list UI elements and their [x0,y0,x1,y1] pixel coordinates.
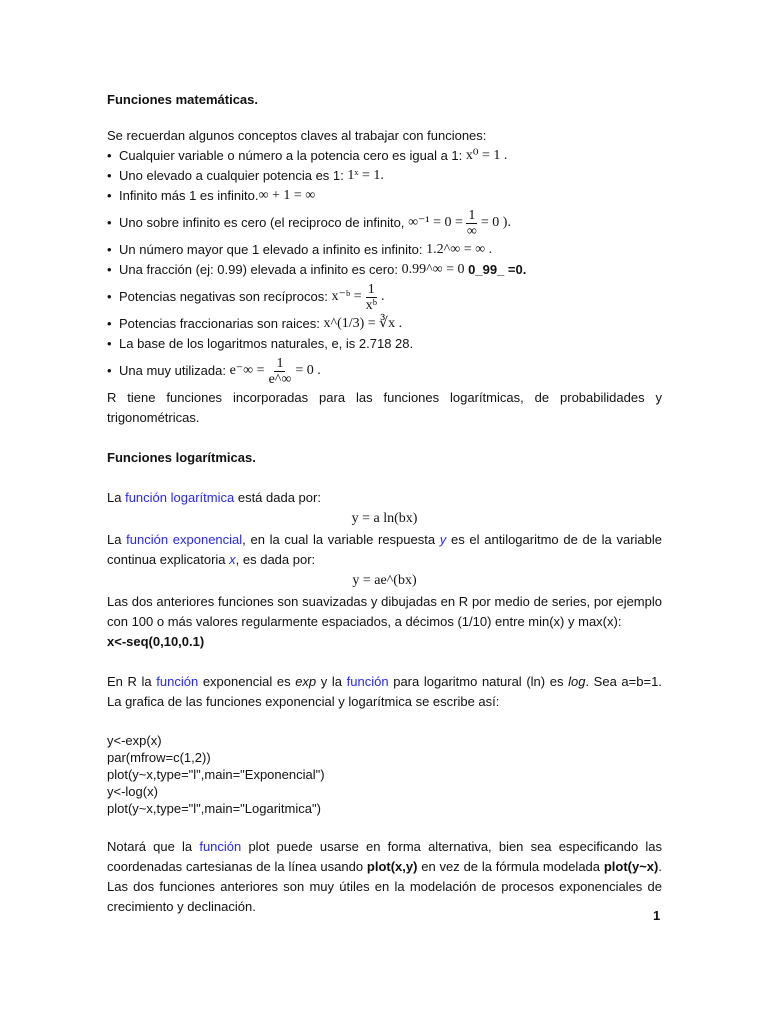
numerator: 1 [367,281,375,297]
text: En R la [107,674,152,689]
log-function-paragraph [107,488,662,508]
page-number: 1 [653,908,661,923]
numerator: 1 [468,207,476,223]
bullet-text: Una fracción (ej: 0.99) elevada a infinito es cero: [119,262,398,277]
bullet-icon: • [107,242,112,257]
text: , en la cual la variable respuesta [242,532,436,547]
bullet-text: Potencias fraccionarias son raices: [119,316,320,331]
intro-text: Se recuerdan algunos conceptos claves al trabajar con funciones: [107,128,487,143]
text: plot puede usarse en forma alternativa, bien sea especificando las coordenadas cartesianas de la línea usando [107,839,662,874]
text: , es dada por: [235,552,316,567]
seq-code: x<-seq(0,10,0.1) [107,634,205,649]
code-line: plot(y~x,type="l",main="Logaritmica") [107,801,321,816]
r-code-block [107,732,662,817]
link-funcion[interactable]: función [156,674,199,689]
code-line: plot(y~x,type="l",main="Exponencial") [107,767,325,782]
bullet-icon: • [107,148,112,163]
link-funcion[interactable]: función [199,839,242,854]
equation: x^(1/3) = ∛x . [323,316,403,331]
text: en vez de la fórmula modelada [421,859,601,874]
equation: e⁻∞ = [229,363,265,378]
bullet-natural-log-base [107,334,662,354]
equation: ∞ + 1 = ∞ [258,188,316,203]
bullet-text: Cualquier variable o número a la potencia cero es igual a 1: [119,148,463,163]
document-title: Funciones matemáticas. [107,92,258,107]
bullet-fraction-infinity [107,260,662,280]
code-log: log [568,674,586,689]
text: Notará que la [107,839,193,854]
denominator: xᵇ [365,297,377,313]
bullet-power-zero [107,146,662,166]
equation: = 0 . [295,363,321,378]
bullet-icon: • [107,262,112,277]
exp-function-paragraph [107,530,662,570]
final-paragraph [107,837,662,917]
bullet-infinity-plus-one [107,186,662,206]
fraction [364,282,379,313]
text: es el antilogaritmo de de la variable continua explicatoria [107,532,662,567]
bullet-icon: • [107,215,112,230]
equation: ∞⁻¹ = 0 = [408,215,463,230]
bullet-text: Un número mayor que 1 elevado a infinito es infinito: [119,242,423,257]
link-funcion-logaritmica[interactable]: función logarítmica [125,490,235,505]
numerator: 1 [276,355,284,371]
series-paragraph: Las dos anteriores funciones son suavizadas y dibujadas en R por medio de series, por ejemplo con 100 o más valores regularmente espaciados, a décimos (1/10) entre min(x) y max(x): [107,594,662,629]
text: y la [320,674,343,689]
code-plot-xy: plot(x,y) [366,859,418,874]
equation: 1.2^∞ = ∞ . [426,242,493,257]
fraction [267,356,294,387]
code-plot-formula: plot(y~x) [603,859,659,874]
bullet-icon: • [107,289,112,304]
link-funcion-exponencial[interactable]: función exponencial [126,532,243,547]
document-page [107,90,662,917]
text: está dada por: [237,490,321,505]
bullet-one-over-infinity [107,206,662,240]
denominator: e^∞ [268,371,292,387]
var-x: x [229,552,236,567]
text: para logaritmo natural (ln) es [393,674,564,689]
bullet-icon: • [107,363,112,378]
bullet-text: La base de los logaritmos naturales, e, is 2.718 28. [119,336,414,351]
bullet-icon: • [107,316,112,331]
bullet-greater-than-one [107,240,662,260]
bullet-negative-powers: • Potencias negativas son recíprocos: x⁻ᵇ = $\frac{1}{\text{xᵇ}}$ . [107,281,385,313]
bullet-icon: • [107,188,112,203]
text: La [107,532,122,547]
var-y: y [439,532,447,547]
code-line: y<-exp(x) [107,733,162,748]
text: exponencial es [202,674,291,689]
equation: x⁻ᵇ = [331,289,362,304]
r-functions-paragraph: R tiene funciones incorporadas para las funciones logarítmicas, de probabilidades y trigonométricas. [107,390,662,425]
bullet-text: Potencias negativas son recíprocos: [119,289,328,304]
log-equation: y = a ln(bx) [351,511,418,526]
equation: x⁰ = 1 . [465,148,508,163]
fraction [465,208,479,239]
equation: 0.99^∞ = 0 [401,262,465,277]
equation: = 0 ). [480,215,511,230]
text: . Las dos funciones anteriores son muy útiles en la modelación de procesos exponenciales de crecimiento y declinación. [107,859,662,914]
bullet-text: Una muy utilizada: [119,363,226,378]
equation: 1ˣ = 1. [347,168,384,183]
code-line: par(mfrow=c(1,2)) [107,750,211,765]
bullet-text: Uno elevado a cualquier potencia es 1: [119,168,344,183]
bullet-text: Uno sobre infinito es cero (el reciproco de infinito, [119,215,405,230]
text: . Sea a=b=1. La grafica de las funciones exponencial y logarítmica se escribe así: [107,674,662,709]
bullet-icon: • [107,336,112,351]
bullet-widely-used [107,354,662,388]
bullet-icon: • [107,168,112,183]
code-exp: exp [295,674,317,689]
section-title-logarithmic: Funciones logarítmicas. [107,450,256,465]
bullet-text: Infinito más 1 es infinito. [119,188,259,203]
bullet-tail: 0_99_ =0. [468,262,527,277]
bullet-one-power [107,166,662,186]
r-exp-log-paragraph [107,672,662,712]
denominator: ∞ [466,223,477,239]
link-funcion[interactable]: función [346,674,389,689]
bullet-fractional-powers [107,314,662,334]
code-line: y<-log(x) [107,784,158,799]
exp-equation: y = ae^(bx) [352,573,417,588]
text: La [107,490,122,505]
